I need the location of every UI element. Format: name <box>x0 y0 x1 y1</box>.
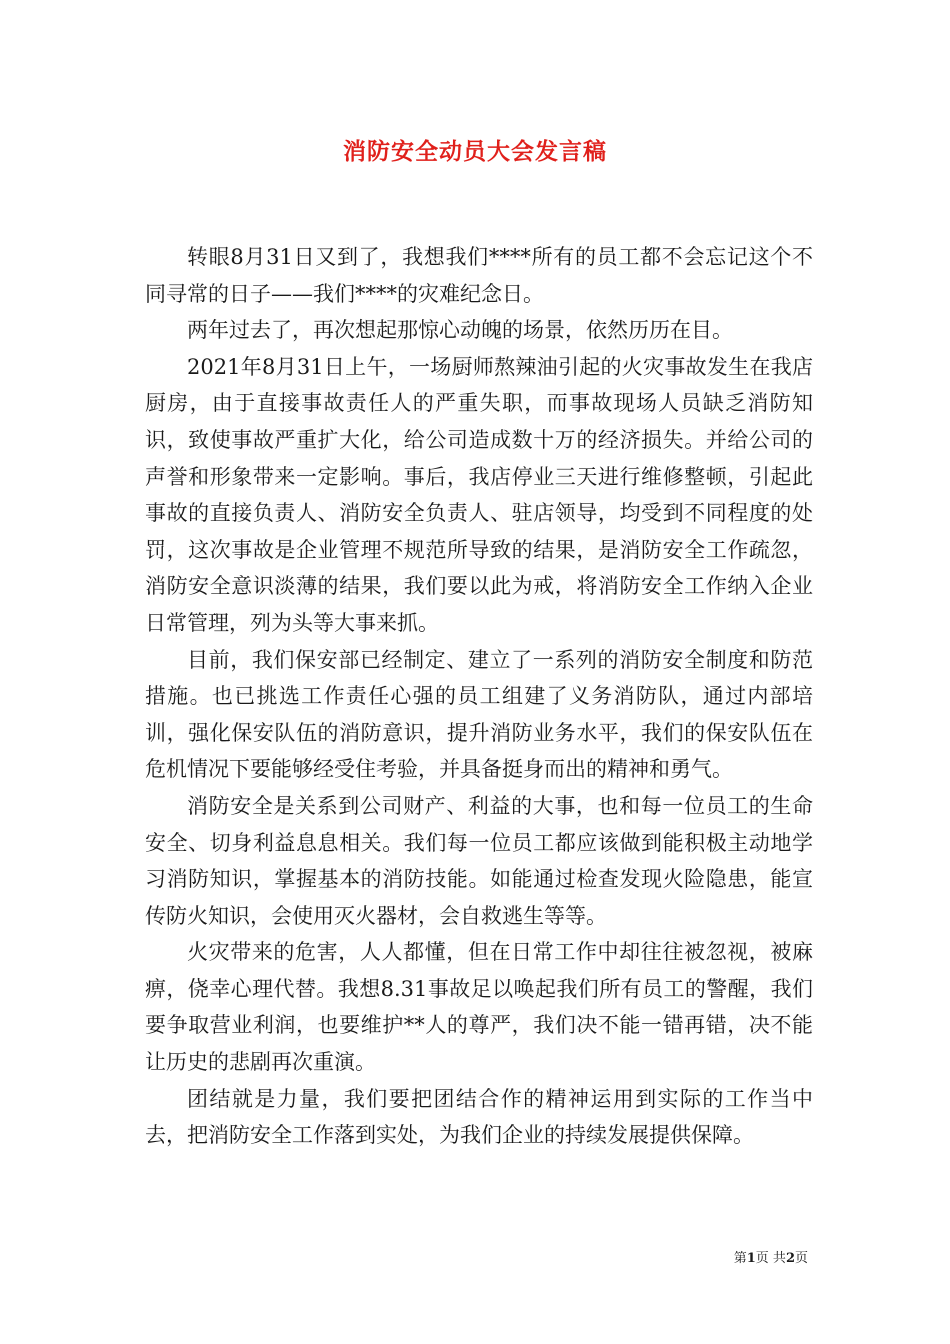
document-title: 消防安全动员大会发言稿 <box>343 138 607 165</box>
paragraph-1: 转眼8月31日又到了，我想我们****所有的员工都不会忘记这个不同寻常的日子——我们****的灾难纪念日。 <box>145 245 813 306</box>
paragraph-5: 消防安全是关系到公司财产、利益的大事，也和每一位员工的生命安全、切身利益息息相关。我们每一位员工都应该做到能积极主动地学习消防知识，掌握基本的消防技能。如能通过检查发现火险隐患，能宣传防火知识，会使用灭火器材，会自救逃生等等。 <box>145 793 813 928</box>
page-number <box>734 1247 808 1266</box>
paragraph-6: 火灾带来的危害，人人都懂，但在日常工作中却往往被忽视，被麻痹，侥幸心理代替。我想8.31事故足以唤起我们所有员工的警醒，我们要争取营业利润，也要维护**人的尊严，我们决不能一错再错，决不能让历史的悲剧再次重演。 <box>145 940 813 1075</box>
current-page-number: 1 <box>746 1251 756 1266</box>
paragraph-4: 目前，我们保安部已经制定、建立了一系列的消防安全制度和防范措施。也已挑选工作责任心强的员工组建了义务消防队，通过内部培训，强化保安队伍的消防意识，提升消防业务水平，我们的保安队伍在危机情况下要能够经受住考验，并具备挺身而出的精神和勇气。 <box>145 647 813 782</box>
paragraph-2: 两年过去了，再次想起那惊心动魄的场景，依然历历在目。 <box>187 318 733 343</box>
document-body <box>145 239 813 1154</box>
paragraph-3: 2021年8月31日上午，一场厨师熬辣油引起的火灾事故发生在我店厨房，由于直接事故责任人的严重失职，而事故现场人员缺乏消防知识，致使事故严重扩大化，给公司造成数十万的经济损失。并给公司的声誉和形象带来一定影响。事后，我店停业三天进行维修整顿，引起此事故的直接负责人、消防安全负责人、驻店领导，均受到不同程度的处罚，这次事故是企业管理不规范所导致的结果，是消防安全工作疏忽，消防安全意识淡薄的结果，我们要以此为戒，将消防安全工作纳入企业日常管理，列为头等大事来抓。 <box>145 354 813 635</box>
total-pages-number: 2 <box>785 1251 795 1266</box>
page-suffix: 页 <box>794 1251 808 1266</box>
page-middle: 页 共 <box>755 1251 786 1266</box>
paragraph-7: 团结就是力量，我们要把团结合作的精神运用到实际的工作当中去，把消防安全工作落到实处，为我们企业的持续发展提供保障。 <box>145 1086 813 1148</box>
page-prefix: 第 <box>733 1251 747 1266</box>
